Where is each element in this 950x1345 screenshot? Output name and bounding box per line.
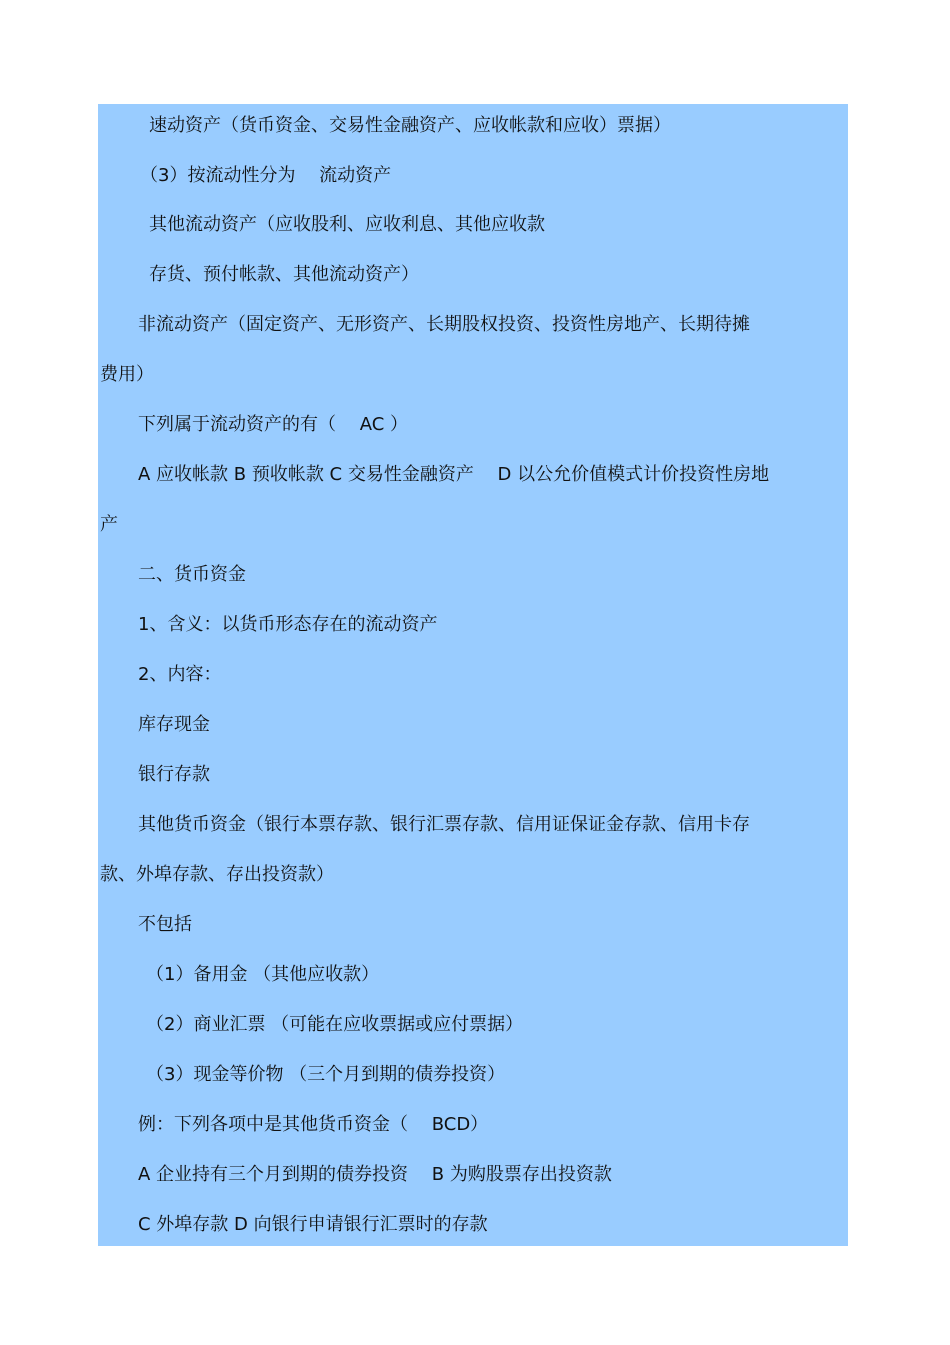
text-line-exclusion-1: （1）备用金 （其他应收款） [146,964,380,985]
text-line-question-options: A 应收帐款 B 预收帐款 C 交易性金融资产 D 以公允价值模式计价投资性房地 [138,464,770,485]
text-line-exclusion-2: （2）商业汇票 （可能在应收票据或应付票据） [146,1014,524,1035]
text-line-exclusion-3: （3）现金等价物 （三个月到期的债券投资） [146,1064,506,1085]
text-line-inventory-prepaid: 存货、预付帐款、其他流动资产） [149,264,419,285]
text-line-excludes: 不包括 [138,914,192,935]
text-line-cash-on-hand: 库存现金 [138,714,210,735]
text-line-other-monetary-funds: 其他货币资金（银行本票存款、银行汇票存款、信用证保证金存款、信用卡存 [138,814,750,835]
text-line-example-options-ab: A 企业持有三个月到期的债券投资 B 为购股票存出投资款 [138,1164,612,1185]
text-line-quick-assets: 速动资产（货币资金、交易性金融资产、应收帐款和应收）票据） [149,115,671,136]
text-line-contents: 2、内容： [138,664,222,685]
text-line-question-options-cont: 产 [100,514,118,535]
text-line-example-options-cd: C 外埠存款 D 向银行申请银行汇票时的存款 [138,1214,488,1235]
text-line-other-current-assets: 其他流动资产（应收股利、应收利息、其他应收款 [149,214,545,235]
text-line-non-current-assets: 非流动资产（固定资产、无形资产、长期股权投资、投资性房地产、长期待摊 [138,314,750,335]
text-line-example-question: 例：下列各项中是其他货币资金（ BCD） [138,1114,489,1135]
text-line-definition: 1、含义：以货币形态存在的流动资产 [138,614,438,635]
text-line-bank-deposits: 银行存款 [138,764,210,785]
text-line-non-current-assets-cont: 费用） [100,364,154,385]
text-line-question-current-assets: 下列属于流动资产的有（ AC ） [138,414,409,435]
section-heading-monetary-funds: 二、货币资金 [138,564,246,585]
text-line-liquidity-classification: （3）按流动性分为 流动资产 [140,165,392,186]
text-line-other-monetary-funds-cont: 款、外埠存款、存出投资款） [100,864,334,885]
